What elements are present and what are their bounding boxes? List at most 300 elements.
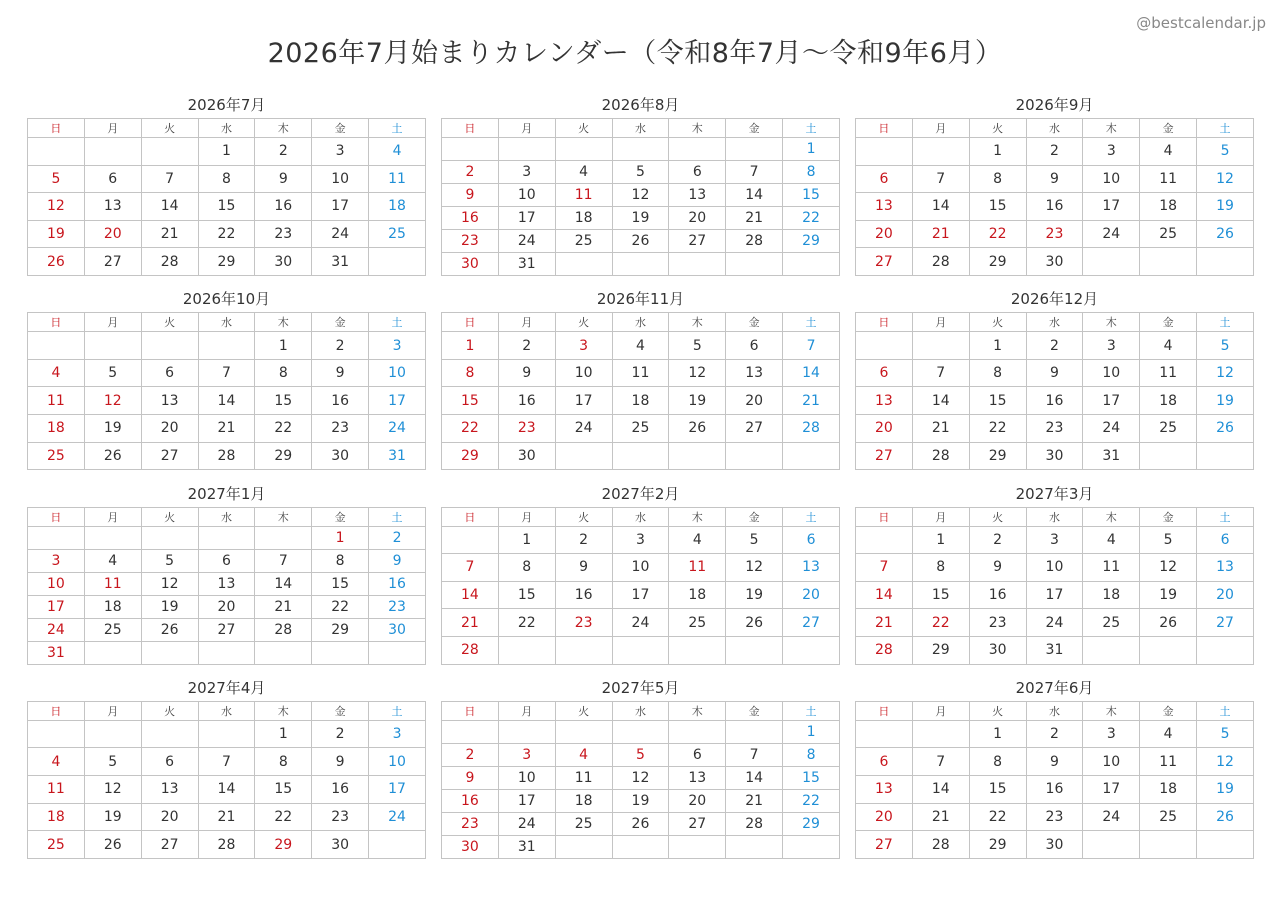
empty-day-cell — [28, 138, 85, 166]
day-cell: 4 — [1140, 720, 1197, 748]
day-cell: 9 — [442, 184, 499, 207]
weekday-header: 火 — [141, 507, 198, 526]
day-cell: 11 — [28, 387, 85, 415]
weekday-header: 土 — [1197, 119, 1254, 138]
week-row — [442, 332, 840, 360]
weekday-header: 火 — [969, 119, 1026, 138]
week-row — [28, 193, 426, 221]
month-calendar — [855, 483, 1254, 665]
weekday-header: 木 — [1083, 119, 1140, 138]
day-cell: 21 — [783, 387, 840, 415]
month-table — [27, 312, 426, 470]
day-cell: 2 — [442, 161, 499, 184]
day-cell: 4 — [28, 748, 85, 776]
week-row — [856, 359, 1254, 387]
month-calendar — [441, 94, 840, 276]
day-cell: 17 — [498, 789, 555, 812]
empty-day-cell — [1083, 636, 1140, 664]
day-cell: 11 — [28, 776, 85, 804]
weekday-header-row — [442, 313, 840, 332]
weekday-header: 木 — [255, 507, 312, 526]
day-cell: 27 — [141, 831, 198, 859]
day-cell: 7 — [198, 748, 255, 776]
day-cell: 28 — [912, 442, 969, 470]
weekday-header-row — [856, 701, 1254, 720]
empty-day-cell — [369, 831, 426, 859]
day-cell: 13 — [856, 193, 913, 221]
day-cell: 8 — [198, 165, 255, 193]
week-row — [856, 554, 1254, 582]
empty-day-cell — [84, 332, 141, 360]
day-cell: 31 — [369, 442, 426, 470]
day-cell: 11 — [369, 165, 426, 193]
day-cell: 11 — [1140, 359, 1197, 387]
month-title: 2026年7月 — [187, 96, 266, 114]
day-cell: 16 — [1026, 193, 1083, 221]
month-title: 2026年12月 — [1010, 290, 1099, 309]
weekday-header: 金 — [726, 507, 783, 526]
week-row — [28, 138, 426, 166]
day-cell: 1 — [783, 138, 840, 161]
day-cell: 7 — [255, 549, 312, 572]
day-cell: 12 — [669, 359, 726, 387]
month-calendar — [441, 677, 840, 859]
day-cell: 5 — [28, 165, 85, 193]
day-cell: 11 — [1140, 165, 1197, 193]
empty-day-cell — [1197, 442, 1254, 470]
weekday-header: 土 — [369, 313, 426, 332]
day-cell: 13 — [198, 572, 255, 595]
weekday-header: 水 — [198, 313, 255, 332]
day-cell: 20 — [141, 803, 198, 831]
weekday-header: 水 — [612, 119, 669, 138]
day-cell: 20 — [198, 595, 255, 618]
day-cell: 31 — [1026, 636, 1083, 664]
day-cell: 10 — [312, 165, 369, 193]
weekday-header: 木 — [1083, 507, 1140, 526]
month-calendar — [27, 483, 426, 665]
day-cell: 24 — [369, 415, 426, 443]
month-calendar — [441, 483, 840, 665]
day-cell: 25 — [1140, 415, 1197, 443]
weekday-header: 土 — [1197, 313, 1254, 332]
day-cell: 12 — [612, 766, 669, 789]
day-cell: 8 — [255, 359, 312, 387]
day-cell: 25 — [28, 831, 85, 859]
empty-day-cell — [369, 641, 426, 664]
day-cell: 20 — [141, 415, 198, 443]
day-cell: 2 — [1026, 138, 1083, 166]
weekday-header: 日 — [442, 119, 499, 138]
empty-day-cell — [726, 835, 783, 858]
day-cell: 7 — [912, 165, 969, 193]
day-cell: 10 — [1083, 359, 1140, 387]
weekday-header-row — [28, 701, 426, 720]
day-cell: 6 — [141, 359, 198, 387]
day-cell: 12 — [141, 572, 198, 595]
day-cell: 28 — [141, 248, 198, 276]
day-cell: 15 — [198, 193, 255, 221]
week-row — [442, 207, 840, 230]
day-cell: 3 — [1083, 720, 1140, 748]
month-table — [441, 118, 840, 276]
weekday-header: 月 — [912, 313, 969, 332]
day-cell: 6 — [198, 549, 255, 572]
week-row — [856, 720, 1254, 748]
day-cell: 17 — [612, 581, 669, 609]
day-cell: 29 — [969, 442, 1026, 470]
day-cell: 15 — [442, 387, 499, 415]
week-row — [28, 415, 426, 443]
weekday-header-row — [442, 119, 840, 138]
day-cell: 25 — [555, 230, 612, 253]
weekday-header: 日 — [28, 119, 85, 138]
day-cell: 31 — [28, 641, 85, 664]
day-cell: 15 — [498, 581, 555, 609]
day-cell: 14 — [726, 184, 783, 207]
day-cell: 14 — [912, 387, 969, 415]
day-cell: 11 — [555, 184, 612, 207]
weekday-header: 日 — [28, 701, 85, 720]
weekday-header: 月 — [912, 507, 969, 526]
weekday-header: 水 — [1026, 313, 1083, 332]
day-cell: 25 — [1140, 220, 1197, 248]
day-cell: 25 — [555, 812, 612, 835]
week-row — [28, 220, 426, 248]
week-row — [442, 253, 840, 276]
day-cell: 13 — [84, 193, 141, 221]
day-cell: 18 — [1140, 776, 1197, 804]
day-cell: 9 — [255, 165, 312, 193]
empty-day-cell — [255, 641, 312, 664]
day-cell: 16 — [312, 387, 369, 415]
day-cell: 4 — [369, 138, 426, 166]
empty-day-cell — [669, 253, 726, 276]
day-cell: 28 — [912, 248, 969, 276]
day-cell: 3 — [28, 549, 85, 572]
day-cell: 23 — [555, 609, 612, 637]
day-cell: 22 — [255, 803, 312, 831]
weekday-header: 土 — [1197, 507, 1254, 526]
day-cell: 15 — [783, 766, 840, 789]
weekday-header: 金 — [726, 313, 783, 332]
month-table — [441, 701, 840, 859]
day-cell: 8 — [969, 748, 1026, 776]
day-cell: 9 — [442, 766, 499, 789]
day-cell: 14 — [783, 359, 840, 387]
day-cell: 9 — [312, 359, 369, 387]
weekday-header: 木 — [669, 507, 726, 526]
month-table — [855, 312, 1254, 470]
day-cell: 7 — [726, 743, 783, 766]
day-cell: 17 — [28, 595, 85, 618]
week-row — [856, 609, 1254, 637]
day-cell: 26 — [1197, 220, 1254, 248]
empty-day-cell — [498, 636, 555, 664]
week-row — [856, 193, 1254, 221]
weekday-header: 水 — [1026, 701, 1083, 720]
day-cell: 13 — [669, 184, 726, 207]
day-cell: 26 — [1197, 803, 1254, 831]
week-row — [856, 165, 1254, 193]
day-cell: 26 — [612, 812, 669, 835]
day-cell: 13 — [141, 387, 198, 415]
empty-day-cell — [1140, 248, 1197, 276]
empty-day-cell — [726, 442, 783, 470]
day-cell: 24 — [312, 220, 369, 248]
page-title: 2026年7月始まりカレンダー（令和8年7月～令和9年6月） — [267, 38, 1003, 69]
day-cell: 10 — [1083, 748, 1140, 776]
week-row — [442, 526, 840, 554]
day-cell: 21 — [912, 415, 969, 443]
week-row — [856, 526, 1254, 554]
day-cell: 18 — [1140, 193, 1197, 221]
week-row — [28, 549, 426, 572]
week-row — [28, 165, 426, 193]
week-row — [442, 581, 840, 609]
day-cell: 15 — [783, 184, 840, 207]
weekday-header: 木 — [255, 119, 312, 138]
weekday-header-row — [28, 119, 426, 138]
day-cell: 17 — [498, 207, 555, 230]
day-cell: 27 — [726, 415, 783, 443]
day-cell: 5 — [669, 332, 726, 360]
day-cell: 26 — [669, 415, 726, 443]
empty-day-cell — [498, 138, 555, 161]
week-row — [442, 230, 840, 253]
day-cell: 19 — [1197, 387, 1254, 415]
day-cell: 31 — [1083, 442, 1140, 470]
day-cell: 15 — [969, 776, 1026, 804]
weekday-header: 木 — [1083, 313, 1140, 332]
day-cell: 8 — [442, 359, 499, 387]
day-cell: 14 — [912, 193, 969, 221]
weekday-header: 日 — [28, 507, 85, 526]
empty-day-cell — [856, 138, 913, 166]
weekday-header: 月 — [498, 507, 555, 526]
week-row — [442, 720, 840, 743]
week-row — [856, 332, 1254, 360]
weekday-header: 火 — [141, 119, 198, 138]
day-cell: 18 — [669, 581, 726, 609]
day-cell: 9 — [369, 549, 426, 572]
day-cell: 3 — [369, 332, 426, 360]
day-cell: 6 — [783, 526, 840, 554]
month-title: 2026年8月 — [601, 96, 680, 114]
day-cell: 1 — [969, 138, 1026, 166]
day-cell: 25 — [84, 618, 141, 641]
day-cell: 22 — [783, 207, 840, 230]
empty-day-cell — [669, 442, 726, 470]
day-cell: 22 — [969, 415, 1026, 443]
month-calendar — [855, 288, 1254, 470]
day-cell: 24 — [498, 230, 555, 253]
day-cell: 28 — [442, 636, 499, 664]
day-cell: 29 — [783, 230, 840, 253]
day-cell: 31 — [312, 248, 369, 276]
day-cell: 6 — [141, 748, 198, 776]
day-cell: 27 — [856, 442, 913, 470]
day-cell: 12 — [1140, 554, 1197, 582]
day-cell: 8 — [783, 161, 840, 184]
day-cell: 23 — [312, 803, 369, 831]
weekday-header: 土 — [783, 701, 840, 720]
week-row — [442, 184, 840, 207]
day-cell: 9 — [1026, 165, 1083, 193]
week-row — [856, 636, 1254, 664]
week-row — [442, 554, 840, 582]
week-row — [442, 835, 840, 858]
day-cell: 30 — [312, 831, 369, 859]
weekday-header: 土 — [783, 313, 840, 332]
week-row — [442, 415, 840, 443]
weekday-header: 木 — [669, 119, 726, 138]
week-row — [442, 387, 840, 415]
empty-day-cell — [28, 720, 85, 748]
empty-day-cell — [555, 253, 612, 276]
empty-day-cell — [912, 138, 969, 166]
day-cell: 3 — [498, 161, 555, 184]
day-cell: 26 — [1140, 609, 1197, 637]
empty-day-cell — [612, 636, 669, 664]
day-cell: 6 — [669, 161, 726, 184]
day-cell: 22 — [912, 609, 969, 637]
day-cell: 4 — [1140, 332, 1197, 360]
day-cell: 24 — [1083, 803, 1140, 831]
day-cell: 9 — [1026, 359, 1083, 387]
day-cell: 30 — [255, 248, 312, 276]
week-row — [856, 442, 1254, 470]
day-cell: 12 — [84, 776, 141, 804]
week-row — [442, 812, 840, 835]
day-cell: 2 — [312, 332, 369, 360]
weekday-header: 水 — [612, 507, 669, 526]
weekday-header: 日 — [442, 701, 499, 720]
weekday-header: 火 — [555, 313, 612, 332]
day-cell: 30 — [498, 442, 555, 470]
day-cell: 1 — [442, 332, 499, 360]
day-cell: 17 — [312, 193, 369, 221]
weekday-header: 火 — [969, 507, 1026, 526]
day-cell: 16 — [1026, 387, 1083, 415]
weekday-header: 火 — [555, 507, 612, 526]
day-cell: 24 — [555, 415, 612, 443]
day-cell: 18 — [555, 207, 612, 230]
weekday-header-row — [28, 507, 426, 526]
empty-day-cell — [141, 332, 198, 360]
day-cell: 21 — [726, 789, 783, 812]
day-cell: 28 — [726, 230, 783, 253]
day-cell: 8 — [783, 743, 840, 766]
day-cell: 4 — [612, 332, 669, 360]
day-cell: 23 — [498, 415, 555, 443]
day-cell: 28 — [198, 442, 255, 470]
day-cell: 11 — [1083, 554, 1140, 582]
empty-day-cell — [669, 636, 726, 664]
weekday-header-row — [442, 507, 840, 526]
day-cell: 11 — [555, 766, 612, 789]
empty-day-cell — [555, 636, 612, 664]
month-title: 2027年5月 — [601, 678, 680, 697]
day-cell: 10 — [1083, 165, 1140, 193]
empty-day-cell — [1197, 636, 1254, 664]
day-cell: 28 — [255, 618, 312, 641]
day-cell: 22 — [969, 803, 1026, 831]
day-cell: 24 — [369, 803, 426, 831]
day-cell: 27 — [84, 248, 141, 276]
empty-day-cell — [612, 442, 669, 470]
day-cell: 17 — [1026, 581, 1083, 609]
weekday-header-row — [856, 507, 1254, 526]
empty-day-cell — [141, 138, 198, 166]
week-row — [856, 415, 1254, 443]
day-cell: 22 — [198, 220, 255, 248]
day-cell: 23 — [969, 609, 1026, 637]
site-watermark: @bestcalendar.jp — [1136, 14, 1266, 32]
day-cell: 19 — [28, 220, 85, 248]
day-cell: 30 — [969, 636, 1026, 664]
empty-day-cell — [28, 526, 85, 549]
day-cell: 7 — [198, 359, 255, 387]
empty-day-cell — [198, 332, 255, 360]
day-cell: 10 — [612, 554, 669, 582]
weekday-header: 木 — [669, 313, 726, 332]
month-title: 2027年6月 — [1015, 678, 1094, 697]
day-cell: 11 — [1140, 748, 1197, 776]
weekday-header: 日 — [856, 119, 913, 138]
month-title: 2026年9月 — [1015, 96, 1094, 114]
week-row — [28, 595, 426, 618]
day-cell: 16 — [555, 581, 612, 609]
empty-day-cell — [1140, 442, 1197, 470]
day-cell: 30 — [442, 253, 499, 276]
weekday-header: 火 — [555, 119, 612, 138]
day-cell: 3 — [555, 332, 612, 360]
day-cell: 15 — [969, 387, 1026, 415]
weekday-header: 土 — [783, 507, 840, 526]
weekday-header: 金 — [1140, 313, 1197, 332]
day-cell: 17 — [1083, 776, 1140, 804]
week-row — [28, 442, 426, 470]
week-row — [856, 803, 1254, 831]
weekday-header: 月 — [84, 507, 141, 526]
day-cell: 6 — [726, 332, 783, 360]
weekday-header: 金 — [1140, 119, 1197, 138]
month-title: 2027年4月 — [187, 678, 266, 697]
day-cell: 13 — [856, 387, 913, 415]
day-cell: 1 — [783, 720, 840, 743]
empty-day-cell — [783, 835, 840, 858]
day-cell: 27 — [856, 831, 913, 859]
day-cell: 3 — [1083, 332, 1140, 360]
day-cell: 3 — [1026, 526, 1083, 554]
day-cell: 18 — [612, 387, 669, 415]
weekday-header: 月 — [498, 701, 555, 720]
day-cell: 18 — [1083, 581, 1140, 609]
day-cell: 16 — [312, 776, 369, 804]
day-cell: 5 — [612, 743, 669, 766]
day-cell: 3 — [369, 720, 426, 748]
weekday-header: 日 — [856, 507, 913, 526]
week-row — [856, 776, 1254, 804]
month-table — [855, 701, 1254, 859]
day-cell: 29 — [442, 442, 499, 470]
day-cell: 20 — [669, 789, 726, 812]
empty-day-cell — [198, 526, 255, 549]
month-calendar — [27, 94, 426, 276]
week-row — [28, 526, 426, 549]
day-cell: 16 — [255, 193, 312, 221]
